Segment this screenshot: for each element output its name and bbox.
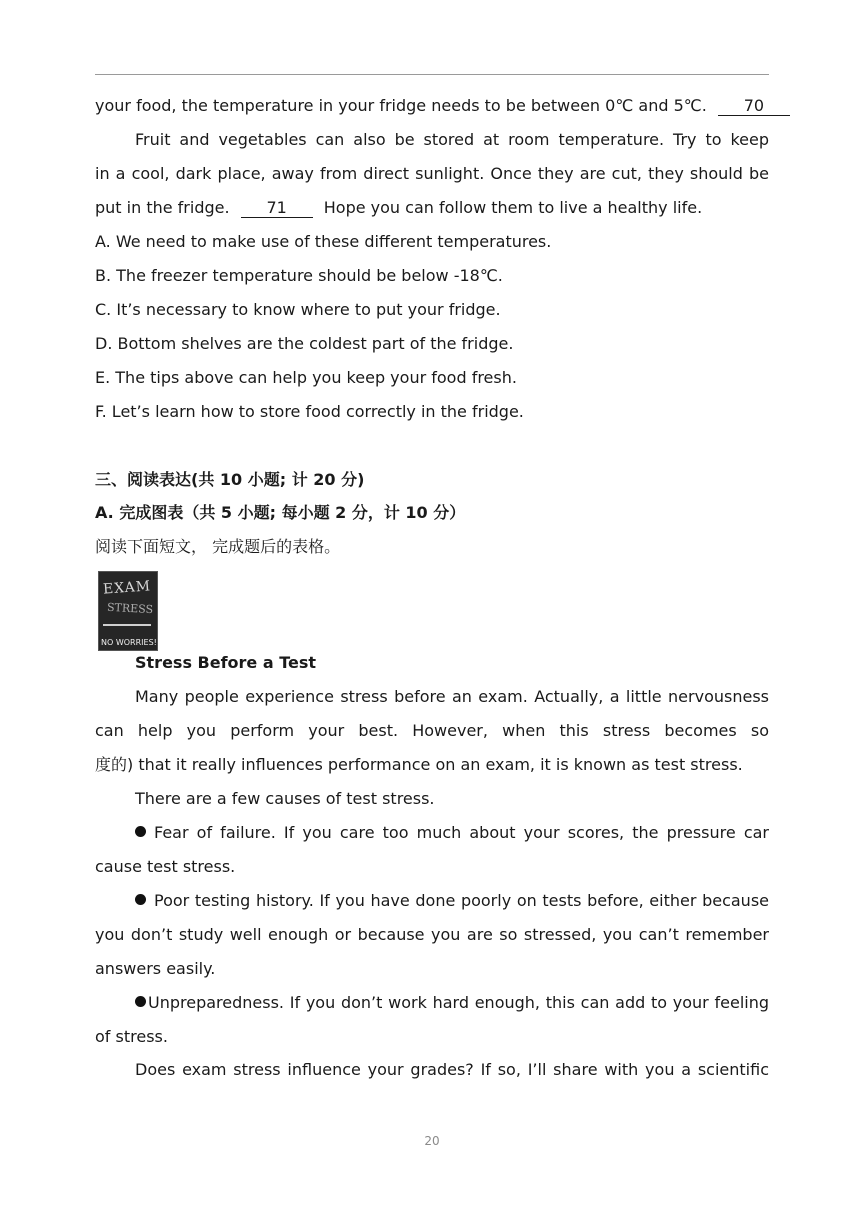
text-line: There are a few causes of test stress. (135, 789, 435, 808)
answer-blank-71[interactable]: 71 (241, 199, 313, 218)
option-a: A. We need to make use of these different temperatures. (95, 232, 552, 251)
text-line: 度的) that it really influences performance on an exam, it is known as test stress. (95, 755, 743, 774)
page-number: 20 (424, 1134, 440, 1148)
answer-blank-70[interactable]: 70 (718, 97, 790, 116)
text-span: Poor testing history. If you have done poorly on tests before, either because (154, 891, 769, 910)
text-line: in a cool, dark place, away from direct sunlight. Once they are cut, they should be (95, 164, 769, 183)
text-line: Many people experience stress before an exam. Actually, a little nervousness (135, 687, 769, 706)
exam-stress-image (98, 571, 158, 651)
image-text: NO WORRIES! (101, 638, 157, 647)
section-title: 三、阅读表达(共 10 小题; 计 20 分) (95, 470, 365, 489)
text-line: answers easily. (95, 959, 216, 978)
section-instruction: 阅读下面短文， 完成题后的表格。 (95, 537, 341, 556)
text-line: Does exam stress influence your grades? If so, I’ll share with you a scientific (135, 1060, 769, 1079)
header-rule (95, 74, 769, 75)
text-line: of stress. (95, 1027, 168, 1046)
section-subtitle: A. 完成图表（共 5 小题; 每小题 2 分，计 10 分） (95, 503, 466, 522)
bullet-icon (135, 894, 146, 905)
bullet-icon (135, 996, 146, 1007)
spacer (95, 429, 769, 463)
text-span: put in the fridge. (95, 198, 230, 217)
option-f: F. Let’s learn how to store food correctly in the fridge. (95, 402, 524, 421)
option-c: C. It’s necessary to know where to put your fridge. (95, 300, 501, 319)
bullet-line (95, 986, 769, 1020)
image-text: EXAM (102, 578, 152, 598)
page-content (95, 89, 769, 1087)
option-d: D. Bottom shelves are the coldest part of the fridge. (95, 334, 514, 353)
pencil-mark (103, 624, 151, 626)
option-e: E. The tips above can help you keep your food fresh. (95, 368, 517, 387)
text-line: cause test stress. (95, 857, 236, 876)
bullet-line (95, 884, 769, 918)
text-span: Unpreparedness. If you don’t work hard enough, this can add to your feeling (148, 993, 769, 1012)
text-line: you don’t study well enough or because you are so stressed, you can’t remember (95, 925, 769, 944)
text-line (95, 191, 769, 225)
text-line: can help you perform your best. However, when this stress becomes so (95, 721, 769, 740)
image-text: STRESS (106, 600, 154, 617)
text-span: Fear of failure. If you care too much about your scores, the pressure car (154, 823, 769, 842)
text-line (95, 89, 769, 123)
article-title: Stress Before a Test (135, 653, 317, 672)
option-b: B. The freezer temperature should be below -18℃. (95, 266, 503, 285)
text-span: your food, the temperature in your fridge needs to be between 0℃ and 5℃. (95, 96, 707, 115)
text-span: Hope you can follow them to live a healthy life. (323, 198, 703, 217)
text-line: Fruit and vegetables can also be stored at room temperature. Try to keep (135, 130, 769, 149)
bullet-line (95, 816, 769, 850)
image-row (95, 564, 769, 664)
bullet-icon (135, 826, 146, 837)
